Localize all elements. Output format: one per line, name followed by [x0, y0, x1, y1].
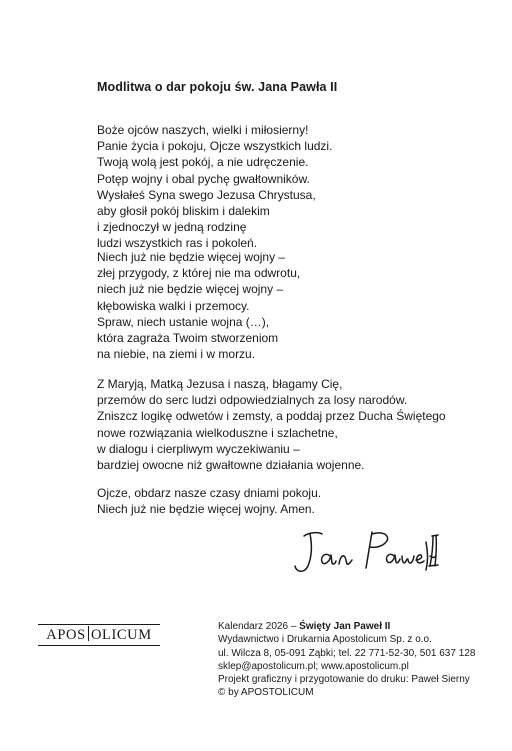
- verse-line: Twoją wolą jest pokój, a nie udręczenie.: [97, 155, 309, 170]
- verse-line: Niech już nie będzie więcej wojny –: [97, 250, 286, 264]
- prayer-title: Modlitwa o dar pokoju św. Jana Pawła II: [97, 80, 338, 94]
- stanza-2: [97, 249, 300, 362]
- verse-line: kłębowiska walki i przemocy.: [97, 298, 250, 313]
- stanza-3: [97, 376, 446, 473]
- verse-line: ludzi wszystkich ras i pokoleń.: [97, 236, 258, 251]
- stanza-4: [97, 485, 321, 517]
- verse-line: Potęp wojny i obal pychę gwałtowników.: [97, 171, 310, 186]
- verse-line: złej przygody, z której nie ma odwrotu,: [97, 266, 301, 281]
- logo-rule-top: [38, 624, 160, 625]
- verse-line: aby głosił pokój bliskim i dalekim: [97, 204, 270, 219]
- verse-line: przemów do serc ludzi odpowiedzialnych za losy narodów.: [97, 393, 408, 408]
- logo-divider: [88, 626, 89, 641]
- logo-text-right: OLICUM: [90, 627, 152, 643]
- logo-rule-bottom: [38, 645, 160, 646]
- signature-image: [290, 522, 450, 578]
- apostolicum-logo: [38, 624, 160, 646]
- verse-line: bardziej owocne niż gwałtowne działania wojenne.: [97, 458, 365, 473]
- verse-line: niech już nie będzie więcej wojny –: [97, 282, 284, 297]
- verse-line: w dialogu i cierpliwym wyczekiwaniu –: [97, 441, 300, 456]
- verse-line: Niech już nie będzie więcej wojny. Amen.: [97, 502, 315, 517]
- verse-line: Zniszcz logikę odwetów i zemsty, a poddaj przez Ducha Świętego: [97, 409, 446, 424]
- stanza-1: [97, 122, 332, 252]
- logo-text-left: APOS: [46, 627, 86, 643]
- verse-line: i zjednoczył w jedną rodzinę: [97, 220, 247, 235]
- verse-line: Ojcze, obdarz nasze czasy dniami pokoju.: [97, 486, 322, 500]
- imprint-line: ul. Wilcza 8, 05-091 Ząbki; tel. 22 771-52-30, 501 637 128: [218, 647, 476, 659]
- imprint-calendar-prefix: Kalendarz 2026 –: [218, 621, 300, 632]
- verse-line: nowe rozwiązania wielkoduszne i szlachetne,: [97, 425, 338, 440]
- imprint-line: sklep@apostolicum.pl; www.apostolicum.pl: [218, 660, 409, 672]
- imprint-calendar-line: [218, 620, 475, 633]
- verse-line: Wysłałeś Syna swego Jezusa Chrystusa,: [97, 187, 316, 202]
- verse-line: Z Maryją, Matką Jezusa i naszą, błagamy Cię,: [97, 377, 343, 391]
- logo-wordmark: [46, 625, 151, 645]
- imprint-line: © by APOSTOLICUM: [218, 687, 314, 699]
- verse-line: Spraw, niech ustanie wojna (…),: [97, 314, 270, 329]
- verse-line: Boże ojców naszych, wielki i miłosierny!: [97, 123, 309, 137]
- verse-line: na niebie, na ziemi i w morzu.: [97, 347, 256, 362]
- imprint-line: Wydawnictwo i Drukarnia Apostolicum Sp. z o.o.: [218, 634, 432, 646]
- verse-line: która zagraża Twoim stworzeniom: [97, 331, 279, 346]
- imprint-calendar-title: Święty Jan Paweł II: [299, 621, 391, 632]
- imprint-line: Projekt graficzny i przygotowanie do druku: Paweł Sierny: [218, 674, 470, 686]
- verse-line: Panie życia i pokoju, Ojcze wszystkich ludzi.: [97, 139, 333, 154]
- imprint: [218, 620, 475, 700]
